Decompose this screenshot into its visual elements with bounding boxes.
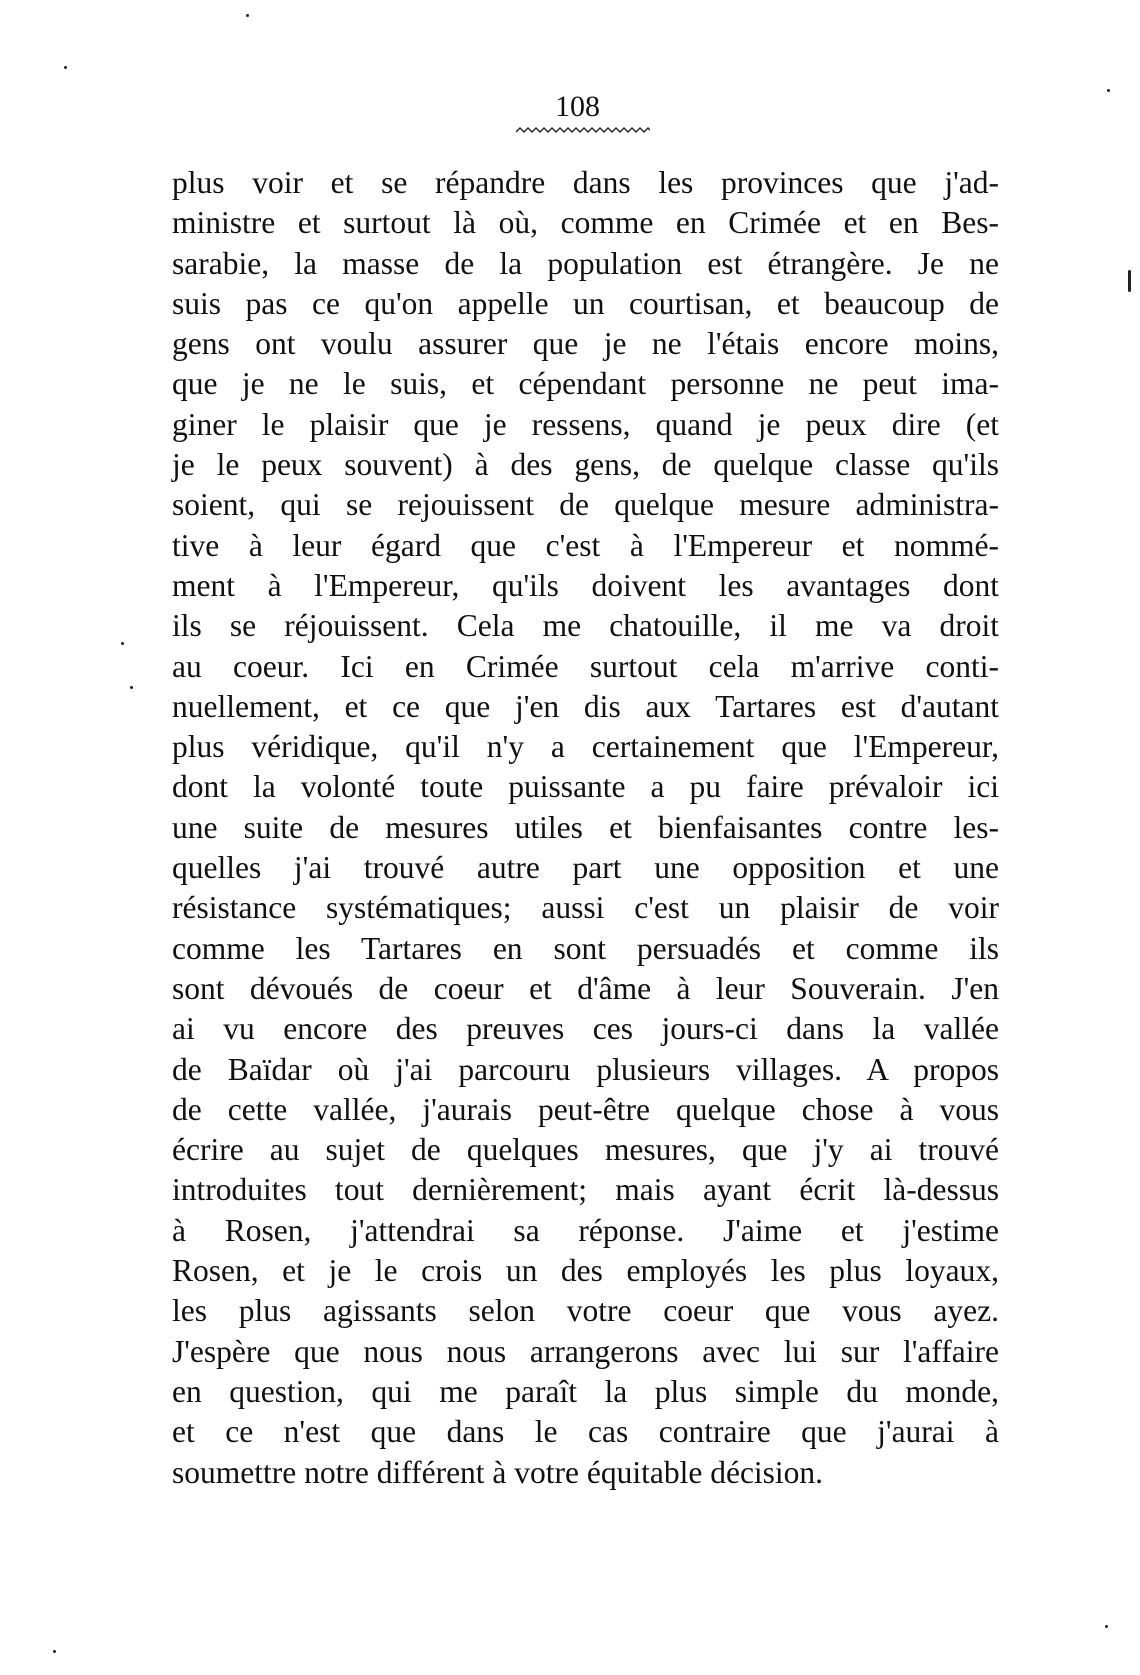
text-line: plus véridique, qu'il n'y a certainement que l'Empereur, xyxy=(172,729,999,765)
scan-speck xyxy=(1107,89,1110,92)
text-line: gens ont voulu assurer que je ne l'étais encore moins, xyxy=(172,326,999,362)
text-line: au coeur. Ici en Crimée surtout cela m'arrive conti- xyxy=(172,648,999,684)
text-line: ministre et surtout là où, comme en Crimée et en Bes- xyxy=(172,205,999,241)
scan-speck xyxy=(64,66,67,69)
scan-speck xyxy=(53,1650,56,1653)
body-text xyxy=(172,163,999,1493)
text-line: que je ne le suis, et cépendant personne ne peut ima- xyxy=(172,366,999,402)
text-line: sarabie, la masse de la population est étrangère. Je ne xyxy=(172,245,999,281)
text-line: les plus agissants selon votre coeur que vous ayez. xyxy=(172,1293,999,1329)
text-line: je le peux souvent) à des gens, de quelque classe qu'ils xyxy=(172,447,999,483)
text-line: introduites tout dernièrement; mais ayant écrit là-dessus xyxy=(172,1172,999,1208)
text-line: Rosen, et je le crois un des employés les plus loyaux, xyxy=(172,1253,999,1289)
text-line: quelles j'ai trouvé autre part une opposition et une xyxy=(172,850,999,886)
page-number: 108 xyxy=(555,90,600,123)
text-line: ils se réjouissent. Cela me chatouille, il me va droit xyxy=(172,608,999,644)
text-line: de Baïdar où j'ai parcouru plusieurs villages. A propos xyxy=(172,1051,999,1087)
text-line: suis pas ce qu'on appelle un courtisan, et beaucoup de xyxy=(172,285,999,321)
text-line: plus voir et se répandre dans les provinces que j'ad- xyxy=(172,165,999,200)
text-line: soient, qui se rejouissent de quelque mesure administra- xyxy=(172,487,999,523)
text-line: giner le plaisir que je ressens, quand je peux dire (et xyxy=(172,406,999,442)
text-line: et ce n'est que dans le cas contraire que j'aurai à xyxy=(172,1414,999,1450)
text-line: écrire au sujet de quelques mesures, que j'y ai trouvé xyxy=(172,1132,999,1168)
scan-speck xyxy=(130,686,133,689)
text-line: à Rosen, j'attendrai sa réponse. J'aime et j'estime xyxy=(172,1212,999,1248)
text-line: J'espère que nous nous arrangerons avec lui sur l'affaire xyxy=(172,1333,999,1369)
text-line: soumettre notre différent à votre équitable décision. xyxy=(172,1454,824,1490)
text-line: ment à l'Empereur, qu'ils doivent les avantages dont xyxy=(172,567,999,603)
text-line: en question, qui me paraît la plus simple du monde, xyxy=(172,1373,999,1409)
scan-speck xyxy=(1128,270,1131,292)
text-line: nuellement, et ce que j'en dis aux Tartares est d'autant xyxy=(172,688,999,724)
scan-speck xyxy=(121,642,124,645)
text-line: comme les Tartares en sont persuadés et comme ils xyxy=(172,930,999,966)
text-line: résistance systématiques; aussi c'est un plaisir de voir xyxy=(172,890,999,926)
header-ornament-rule xyxy=(516,126,650,134)
text-line: de cette vallée, j'aurais peut-être quelque chose à vous xyxy=(172,1091,999,1127)
scan-speck xyxy=(246,14,249,17)
text-line: une suite de mesures utiles et bienfaisantes contre les- xyxy=(172,809,999,845)
text-line: dont la volonté toute puissante a pu faire prévaloir ici xyxy=(172,769,999,805)
text-line: ai vu encore des preuves ces jours-ci dans la vallée xyxy=(172,1011,999,1047)
text-line: sont dévoués de coeur et d'âme à leur Souverain. J'en xyxy=(172,970,999,1006)
scan-speck xyxy=(1105,1625,1108,1628)
text-line: tive à leur égard que c'est à l'Empereur et nommé- xyxy=(172,527,999,563)
